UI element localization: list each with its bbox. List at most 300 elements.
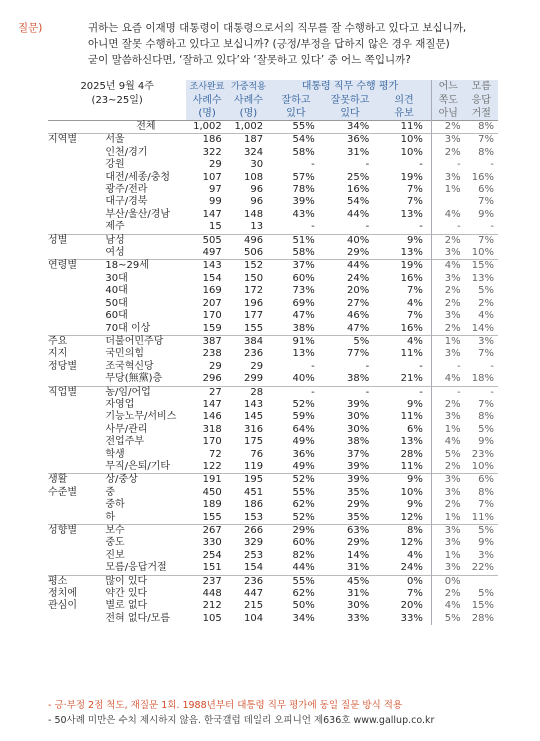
- row-opinion-reserved: 7%: [407, 310, 423, 322]
- row-opinion-reserved: 6%: [407, 423, 423, 435]
- row-sample-count: 170: [202, 436, 222, 448]
- row-good: 55%: [292, 486, 315, 498]
- row-neither: 3%: [431, 310, 464, 322]
- row-neither: 1%: [431, 550, 464, 562]
- header-dk-mid: 응답: [465, 94, 498, 107]
- row-sample-count: 254: [202, 549, 222, 561]
- row-group: [48, 537, 103, 549]
- table-row: [48, 449, 498, 461]
- header-weight-mid: 사례수: [228, 94, 269, 107]
- row-dont-know: 18%: [471, 373, 494, 385]
- row-sample-count: 154: [202, 272, 222, 284]
- row-good: 78%: [292, 184, 315, 196]
- row-label: 부산/울산/경남: [105, 208, 171, 220]
- row-weighted-count: 153: [243, 511, 264, 523]
- row-group: [48, 323, 103, 336]
- row-group: 지지: [48, 348, 68, 360]
- header-dk-bot: 거절: [465, 107, 498, 121]
- row-sample-count: 105: [202, 612, 222, 624]
- row-neither: 3%: [431, 537, 464, 549]
- row-bad: 38%: [346, 373, 370, 385]
- row-good: 62%: [292, 499, 315, 511]
- row-good: 40%: [292, 373, 315, 385]
- row-dont-know: 28%: [471, 612, 494, 624]
- row-label: 국민의힘: [105, 348, 145, 360]
- header-opinion-top: 의견: [377, 94, 431, 107]
- row-group: [48, 411, 103, 423]
- row-good: -: [311, 159, 315, 171]
- row-bad: 29%: [346, 537, 370, 549]
- row-weighted-count: 384: [228, 335, 269, 348]
- row-dont-know: 5%: [478, 588, 494, 600]
- question-line: 아니면 잘못 수행하고 있다고 보십니까? (긍정/부정을 답하지 않은 경우 재질문): [88, 38, 450, 50]
- row-group: [48, 373, 103, 386]
- header-bad-top: 잘못하고: [323, 94, 377, 107]
- row-bad: 35%: [346, 511, 370, 523]
- row-group: [48, 196, 103, 208]
- row-bad: 24%: [346, 272, 370, 284]
- row-weighted-count: 30: [250, 159, 264, 171]
- row-opinion-reserved: 19%: [400, 171, 423, 183]
- row-opinion-reserved: 9%: [377, 234, 431, 247]
- table-row: [48, 172, 498, 184]
- row-good: 37%: [269, 260, 323, 273]
- row-dont-know: 5%: [465, 525, 498, 538]
- row-group: 수준별: [48, 486, 77, 498]
- row-good: 39%: [292, 196, 315, 208]
- row-good: 55%: [269, 121, 323, 134]
- row-dont-know: 9%: [478, 208, 494, 220]
- row-group: [48, 221, 103, 234]
- row-neither: 2%: [431, 499, 464, 511]
- row-bad: 31%: [346, 146, 370, 158]
- row-opinion-reserved: 13%: [400, 436, 423, 448]
- row-opinion-reserved: -: [419, 221, 423, 233]
- row-sample-count: 99: [209, 196, 222, 208]
- row-sample-count: 27: [186, 386, 227, 399]
- row-bad: 44%: [323, 260, 377, 273]
- row-dont-know: 15%: [465, 260, 498, 273]
- row-bad: 5%: [323, 335, 377, 348]
- row-opinion-reserved: 10%: [400, 146, 423, 158]
- row-label: 광주/전라: [105, 184, 148, 196]
- row-opinion-reserved: 12%: [400, 537, 423, 549]
- table-row: [48, 361, 498, 373]
- row-sample-count: 97: [209, 184, 222, 196]
- table-row: [48, 273, 498, 285]
- row-sample-count: 147: [202, 398, 222, 410]
- row-sample-count: 1,002: [186, 121, 227, 134]
- row-group: 평소: [48, 575, 103, 588]
- row-sample-count: 212: [202, 600, 222, 612]
- row-sample-count: 169: [202, 285, 222, 297]
- row-sample-count: 238: [202, 348, 222, 360]
- table-row: [48, 285, 498, 297]
- row-bad: 39%: [346, 460, 370, 472]
- row-good: 52%: [269, 474, 323, 487]
- row-good: 64%: [292, 423, 315, 435]
- row-good: 69%: [292, 297, 315, 309]
- row-neither: 5%: [431, 613, 464, 625]
- row-dont-know: 7%: [478, 398, 494, 410]
- row-group: [48, 159, 103, 171]
- row-dont-know: 22%: [471, 562, 494, 574]
- table-row: [48, 234, 498, 247]
- row-opinion-reserved: 20%: [400, 600, 423, 612]
- row-weighted-count: 96: [250, 184, 264, 196]
- row-label: 더불어민주당: [103, 335, 186, 348]
- row-opinion-reserved: 7%: [407, 588, 423, 600]
- row-dont-know: 6%: [478, 184, 494, 196]
- row-group: [48, 172, 103, 184]
- row-weighted-count: 186: [243, 499, 264, 511]
- row-sample-count: 189: [202, 499, 222, 511]
- header-eval-group: 대통령 직무 수행 평가: [269, 80, 431, 94]
- row-neither: 4%: [431, 600, 464, 612]
- row-bad: 30%: [346, 600, 370, 612]
- row-label: 별로 없다: [105, 600, 148, 612]
- row-opinion-reserved: 12%: [400, 511, 423, 523]
- table-row: [48, 196, 498, 208]
- row-neither: 3%: [431, 562, 464, 575]
- row-weighted-count: 96: [250, 196, 264, 208]
- row-neither: 2%: [431, 285, 464, 297]
- row-group: [48, 121, 103, 134]
- row-good: 47%: [292, 310, 315, 322]
- row-opinion-reserved: 11%: [377, 121, 431, 134]
- row-weighted-count: 13: [250, 221, 264, 233]
- row-good: 57%: [292, 171, 315, 183]
- row-opinion-reserved: 9%: [377, 474, 431, 487]
- row-weighted-count: 316: [243, 423, 264, 435]
- row-weighted-count: 451: [243, 486, 264, 498]
- table-row: [48, 424, 498, 436]
- row-neither: 2%: [431, 323, 464, 336]
- row-good: 38%: [292, 322, 315, 334]
- row-neither: 3%: [431, 525, 464, 538]
- row-weighted-count: 148: [243, 208, 264, 220]
- row-bad: 38%: [346, 436, 370, 448]
- row-opinion-reserved: 0%: [377, 575, 431, 588]
- row-opinion-reserved: 24%: [400, 562, 423, 574]
- row-good: 60%: [292, 272, 315, 284]
- header-good-bot: 있다: [269, 107, 323, 121]
- row-group: 정치에: [48, 588, 77, 600]
- row-good: 62%: [292, 588, 315, 600]
- row-weighted-count: 299: [243, 373, 264, 385]
- row-label: 40대: [105, 285, 128, 297]
- row-sample-count: 267: [186, 525, 227, 538]
- row-sample-count: 505: [186, 234, 227, 247]
- row-group: [48, 461, 103, 474]
- row-neither: 2%: [431, 234, 464, 247]
- row-opinion-reserved: 4%: [377, 335, 431, 348]
- row-neither: -: [431, 386, 464, 399]
- row-good: 82%: [292, 549, 315, 561]
- row-bad: 33%: [346, 612, 370, 624]
- row-weighted-count: 104: [243, 612, 264, 624]
- row-dont-know: 10%: [471, 247, 494, 259]
- table-row: [48, 260, 498, 273]
- row-dont-know: 4%: [478, 310, 494, 322]
- row-bad: 14%: [346, 549, 370, 561]
- row-neither: -: [431, 221, 464, 234]
- table-row: [48, 209, 498, 221]
- row-weighted-count: 1,002: [228, 121, 269, 134]
- table-row: [48, 399, 498, 411]
- row-sample-count: 29: [209, 159, 222, 171]
- row-dont-know: 7%: [465, 234, 498, 247]
- table-row: [48, 411, 498, 423]
- row-sample-count: 322: [202, 146, 222, 158]
- row-sample-count: 296: [202, 373, 222, 385]
- row-dont-know: 5%: [478, 423, 494, 435]
- row-weighted-count: 324: [243, 146, 264, 158]
- row-label: 남성: [103, 234, 186, 247]
- row-neither: 2%: [431, 121, 464, 134]
- row-label: 조국혁신당: [105, 360, 154, 372]
- row-sample-count: 497: [202, 247, 222, 259]
- row-neither: 3%: [431, 273, 464, 285]
- row-sample-count: 159: [202, 322, 222, 334]
- row-label: 학생: [105, 448, 125, 460]
- row-dont-know: 15%: [471, 600, 494, 612]
- row-group: 직업별: [48, 386, 103, 399]
- row-opinion-reserved: 7%: [407, 285, 423, 297]
- row-neither: 3%: [431, 247, 464, 260]
- row-sample-count: 318: [202, 423, 222, 435]
- table-row: [48, 613, 498, 625]
- row-neither: 2%: [431, 461, 464, 474]
- table-row: [48, 487, 498, 499]
- row-bad: 16%: [346, 184, 370, 196]
- row-label: 자영업: [105, 398, 135, 410]
- row-opinion-reserved: 19%: [377, 260, 431, 273]
- row-dont-know: -: [490, 159, 494, 171]
- row-bad: 36%: [323, 134, 377, 147]
- row-bad: 47%: [346, 322, 370, 334]
- row-opinion-reserved: 33%: [400, 612, 423, 624]
- row-label: 많이 있다: [103, 575, 186, 588]
- header-bad-bot: 있다: [323, 107, 377, 121]
- row-label: 약간 있다: [105, 588, 148, 600]
- row-label: 서울: [103, 134, 186, 147]
- row-opinion-reserved: -: [419, 360, 423, 372]
- row-weighted-count: 177: [243, 310, 264, 322]
- row-sample-count: 146: [202, 411, 222, 423]
- row-weighted-count: 496: [228, 234, 269, 247]
- row-dont-know: 9%: [478, 537, 494, 549]
- row-bad: 31%: [346, 588, 370, 600]
- row-dont-know: 11%: [471, 511, 494, 523]
- row-label: 하: [105, 511, 116, 523]
- table-row: [48, 525, 498, 538]
- row-group: 주요: [48, 335, 103, 348]
- table-row: [48, 147, 498, 159]
- table-row: [48, 335, 498, 348]
- table-row: [48, 298, 498, 310]
- row-label: 무당(無黨)층: [105, 373, 163, 385]
- header-weight-top: 가중적용: [228, 80, 269, 94]
- row-group: 연령별: [48, 260, 103, 273]
- row-group: [48, 247, 103, 260]
- row-bad: -: [365, 159, 370, 171]
- row-bad: 54%: [346, 196, 370, 208]
- row-opinion-reserved: 13%: [400, 208, 423, 220]
- row-opinion-reserved: 11%: [400, 411, 423, 423]
- row-label: 강원: [105, 159, 125, 171]
- row-sample-count: 387: [186, 335, 227, 348]
- row-neither: 4%: [431, 436, 464, 448]
- row-dont-know: 10%: [471, 460, 494, 472]
- row-neither: 2%: [431, 298, 464, 310]
- table-row: [48, 562, 498, 575]
- row-opinion-reserved: 28%: [400, 448, 423, 460]
- row-label: 보수: [103, 525, 186, 538]
- row-sample-count: 448: [202, 588, 222, 600]
- row-neither: 4%: [431, 260, 464, 273]
- row-label: 사무/관리: [105, 423, 148, 435]
- table-row: [48, 499, 498, 511]
- results-table: [48, 80, 498, 625]
- row-good: 55%: [269, 575, 323, 588]
- row-good: 54%: [269, 134, 323, 147]
- table-row: [48, 600, 498, 612]
- table-row: [48, 310, 498, 322]
- row-dont-know: 8%: [478, 486, 494, 498]
- row-neither: 0%: [431, 575, 464, 588]
- row-opinion-reserved: 7%: [407, 184, 423, 196]
- row-good: 29%: [269, 525, 323, 538]
- row-label: 18~29세: [103, 260, 186, 273]
- row-neither: 3%: [431, 411, 464, 423]
- row-dont-know: 5%: [478, 285, 494, 297]
- row-group: [48, 512, 103, 525]
- table-row: [48, 575, 498, 588]
- row-sample-count: 29: [209, 360, 222, 372]
- row-sample-count: 170: [202, 310, 222, 322]
- row-good: 49%: [292, 436, 315, 448]
- row-dont-know: 8%: [478, 411, 494, 423]
- table-row: [48, 512, 498, 525]
- table-row: [48, 588, 498, 600]
- row-opinion-reserved: 9%: [407, 398, 423, 410]
- row-neither: 4%: [431, 209, 464, 221]
- row-good: -: [311, 360, 315, 372]
- row-weighted-count: 154: [243, 562, 264, 574]
- row-opinion-reserved: 16%: [400, 272, 423, 284]
- row-dont-know: -: [465, 386, 498, 399]
- row-neither: 3%: [431, 474, 464, 487]
- survey-date: 2025년 9월 4주: [80, 81, 154, 92]
- row-bad: -: [323, 386, 377, 399]
- row-bad: 35%: [346, 486, 370, 498]
- row-bad: -: [365, 221, 370, 233]
- row-dont-know: 9%: [478, 436, 494, 448]
- row-neither: 1%: [431, 424, 464, 436]
- header-good-top: 잘하고: [269, 94, 323, 107]
- row-weighted-count: 155: [243, 322, 264, 334]
- row-good: 73%: [292, 285, 315, 297]
- row-group: [48, 399, 103, 411]
- row-dont-know: 16%: [471, 171, 494, 183]
- row-group: [48, 285, 103, 297]
- row-bad: 29%: [346, 499, 370, 511]
- row-sample-count: 191: [186, 474, 227, 487]
- row-sample-count: 107: [202, 171, 222, 183]
- row-bad: 39%: [323, 474, 377, 487]
- row-good: 58%: [292, 146, 315, 158]
- row-label: 60대: [105, 310, 128, 322]
- row-group: [48, 147, 103, 159]
- row-neither: 3%: [431, 348, 464, 360]
- row-label: 전혀 없다/모름: [105, 612, 170, 624]
- row-good: -: [311, 221, 315, 233]
- row-neither: 1%: [431, 512, 464, 525]
- row-label: 제주: [105, 221, 125, 233]
- row-sample-count: 147: [202, 208, 222, 220]
- table-row: [48, 474, 498, 487]
- question-line: 귀하는 요즘 이재명 대통령이 대통령으로서의 직무를 잘 수행하고 있다고 보십니까,: [88, 22, 467, 34]
- row-opinion-reserved: 9%: [407, 499, 423, 511]
- row-bad: 46%: [346, 310, 370, 322]
- row-good: 91%: [269, 335, 323, 348]
- header-survey-mid: 사례수: [186, 94, 227, 107]
- row-neither: 3%: [431, 134, 464, 147]
- row-group: [48, 550, 103, 562]
- row-dont-know: 8%: [478, 146, 494, 158]
- row-dont-know: 7%: [478, 348, 494, 360]
- row-opinion-reserved: -: [377, 386, 431, 399]
- table-row: [48, 348, 498, 360]
- row-bad: 45%: [323, 575, 377, 588]
- row-weighted-count: 253: [243, 549, 264, 561]
- row-good: 60%: [292, 537, 315, 549]
- footnote-2: - 50사례 미만은 수치 제시하지 않음. 한국갤럽 데일리 오피니언 제636호 www.gallup.co.kr: [48, 715, 435, 726]
- row-weighted-count: 108: [243, 171, 264, 183]
- row-dont-know: 8%: [465, 121, 498, 134]
- row-group: [48, 499, 103, 511]
- row-good: -: [269, 386, 323, 399]
- row-label: 대구/경북: [105, 196, 148, 208]
- row-sample-count: 155: [202, 511, 222, 523]
- row-opinion-reserved: 8%: [377, 525, 431, 538]
- table-row: [48, 537, 498, 549]
- row-good: 44%: [292, 562, 315, 574]
- question-label: 질문): [18, 22, 43, 34]
- row-dont-know: 13%: [471, 272, 494, 284]
- row-label: 중하: [105, 499, 125, 511]
- row-group: [48, 298, 103, 310]
- row-bad: 29%: [346, 247, 370, 259]
- row-group: [48, 209, 103, 221]
- row-group: 지역별: [48, 134, 103, 147]
- header-neither-bot: 아님: [431, 107, 464, 121]
- row-dont-know: 23%: [471, 448, 494, 460]
- row-neither: -: [431, 159, 464, 171]
- row-bad: -: [365, 360, 370, 372]
- row-weighted-count: 196: [243, 297, 264, 309]
- table-row: [48, 373, 498, 386]
- row-weighted-count: 187: [228, 134, 269, 147]
- table-row: [48, 184, 498, 196]
- row-bad: 30%: [346, 423, 370, 435]
- row-group: 정당별: [48, 360, 77, 372]
- row-bad: 34%: [323, 121, 377, 134]
- row-weighted-count: 150: [243, 272, 264, 284]
- survey-date-range: (23~25일): [91, 95, 143, 106]
- table-row: [48, 159, 498, 171]
